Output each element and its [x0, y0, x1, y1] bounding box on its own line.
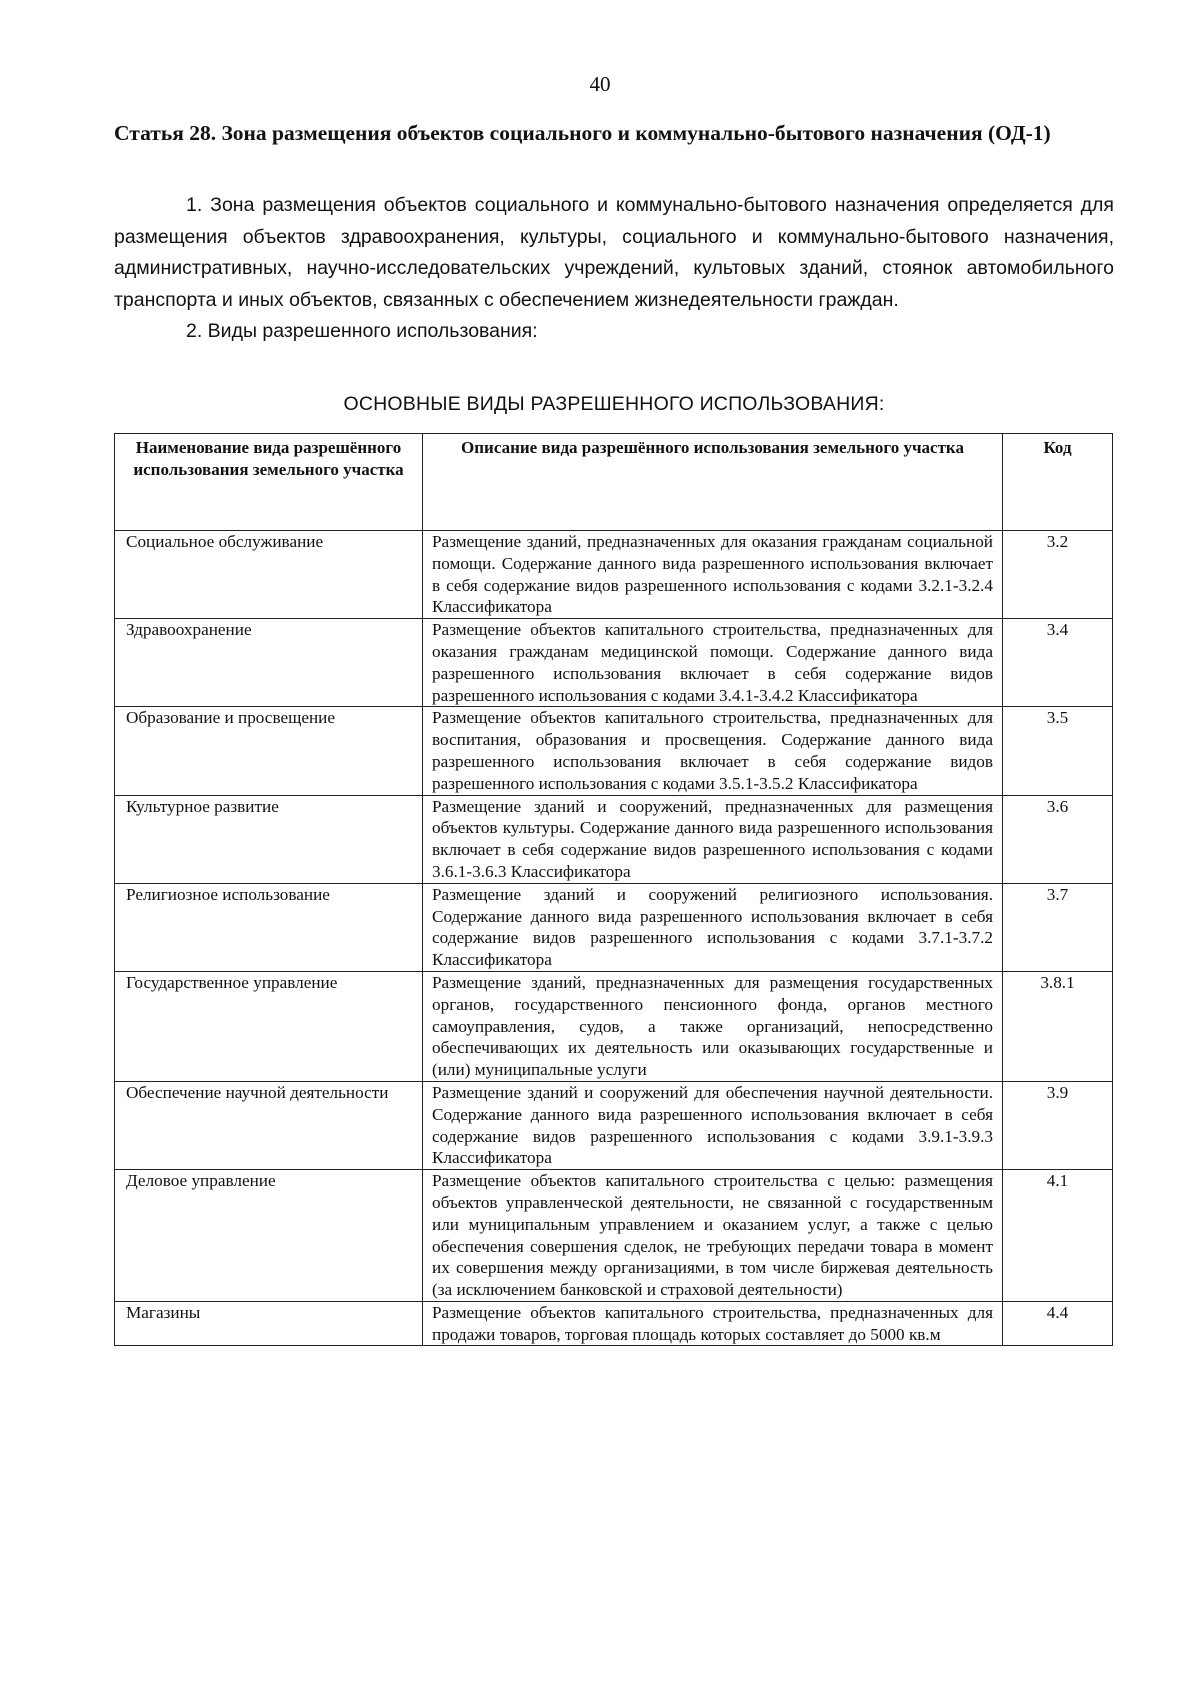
cell-name: Образование и просвещение [115, 707, 423, 795]
cell-name: Магазины [115, 1301, 423, 1346]
cell-name: Социальное обслуживание [115, 531, 423, 619]
table-row [115, 795, 1113, 883]
table-row [115, 531, 1113, 619]
cell-description: Размещение зданий и сооружений, предназначенных для размещения объектов культуры. Содержание данного вида разрешенного использования включает в себя содержание видов разрешенного использования с кодами 3.6.1-3.6.3 Классификатора [423, 795, 1003, 883]
intro-paragraph-2: 2. Виды разрешенного использования: [186, 320, 538, 342]
table-row [115, 883, 1113, 971]
page-number: 40 [589, 72, 611, 96]
table-row [115, 1301, 1113, 1346]
cell-description: Размещение зданий и сооружений для обеспечения научной деятельности. Содержание данного вида разрешенного использования включает в себя содержание видов разрешенного использования с кодами 3.9.1-3.9.3 Классификатора [423, 1081, 1003, 1169]
header-description: Описание вида разрешённого использования земельного участка [423, 434, 1003, 531]
cell-description: Размещение зданий, предназначенных для оказания гражданам социальной помощи. Содержание данного вида разрешенного использования включает в себя содержание видов разрешенного использования с кодами 3.2.1-3.2.4 Классификатора [423, 531, 1003, 619]
cell-name: Государственное управление [115, 971, 423, 1081]
table-header-row [115, 434, 1113, 531]
table-row [115, 619, 1113, 707]
cell-name: Религиозное использование [115, 883, 423, 971]
permitted-uses-table [114, 433, 1113, 1346]
header-code: Код [1003, 434, 1113, 531]
header-name: Наименование вида разрешённого использования земельного участка [115, 434, 423, 531]
cell-code: 3.4 [1003, 619, 1113, 707]
article-title: Статья 28. Зона размещения объектов социального и коммунально-бытового назначения (ОД-1) [114, 121, 1051, 145]
cell-code: 3.8.1 [1003, 971, 1113, 1081]
cell-name: Здравоохранение [115, 619, 423, 707]
cell-code: 3.9 [1003, 1081, 1113, 1169]
cell-code: 4.1 [1003, 1170, 1113, 1302]
cell-name: Культурное развитие [115, 795, 423, 883]
cell-code: 3.2 [1003, 531, 1113, 619]
cell-name: Деловое управление [115, 1170, 423, 1302]
intro-paragraph-1: 1. Зона размещения объектов социального и коммунально-бытового назначения определяется для размещения объектов здравоохранения, культуры, социального и коммунально-бытового назначения, административных, научно-исследовательских учреждений, культовых зданий, стоянок автомобильного транспорта и иных объектов, связанных с обеспечением жизнедеятельности граждан. [114, 194, 1114, 311]
table-row [115, 707, 1113, 795]
table-row [115, 971, 1113, 1081]
cell-name: Обеспечение научной деятельности [115, 1081, 423, 1169]
table-heading: ОСНОВНЫЕ ВИДЫ РАЗРЕШЕННОГО ИСПОЛЬЗОВАНИЯ: [343, 393, 885, 415]
table-row [115, 1081, 1113, 1169]
cell-description: Размещение объектов капитального строительства, предназначенных для оказания гражданам медицинской помощи. Содержание данного вида разрешенного использования включает в себя содержание видов разрешенного использования с кодами 3.4.1-3.4.2 Классификатора [423, 619, 1003, 707]
cell-code: 3.6 [1003, 795, 1113, 883]
cell-description: Размещение объектов капитального строительства, предназначенных для продажи товаров, торговая площадь которых составляет до 5000 кв.м [423, 1301, 1003, 1346]
cell-description: Размещение объектов капитального строительства с целью: размещения объектов управленческой деятельности, не связанной с государственным или муниципальным управлением и оказанием услуг, а также с целью обеспечения совершения сделок, не требующих передачи товара в момент их совершения между организациями, в том числе биржевая деятельность (за исключением банковской и страховой деятельности) [423, 1170, 1003, 1302]
cell-code: 4.4 [1003, 1301, 1113, 1346]
cell-code: 3.7 [1003, 883, 1113, 971]
intro-section [114, 190, 1114, 348]
cell-description: Размещение объектов капитального строительства, предназначенных для воспитания, образования и просвещения. Содержание данного вида разрешенного использования включает в себя содержание видов разрешенного использования с кодами 3.5.1-3.5.2 Классификатора [423, 707, 1003, 795]
cell-description: Размещение зданий, предназначенных для размещения государственных органов, государственного пенсионного фонда, органов местного самоуправления, судов, а также организаций, непосредственно обеспечивающих их деятельность или оказывающих государственные и (или) муниципальные услуги [423, 971, 1003, 1081]
cell-description: Размещение зданий и сооружений религиозного использования. Содержание данного вида разрешенного использования включает в себя содержание видов разрешенного использования с кодами 3.7.1-3.7.2 Классификатора [423, 883, 1003, 971]
table-row [115, 1170, 1113, 1302]
cell-code: 3.5 [1003, 707, 1113, 795]
